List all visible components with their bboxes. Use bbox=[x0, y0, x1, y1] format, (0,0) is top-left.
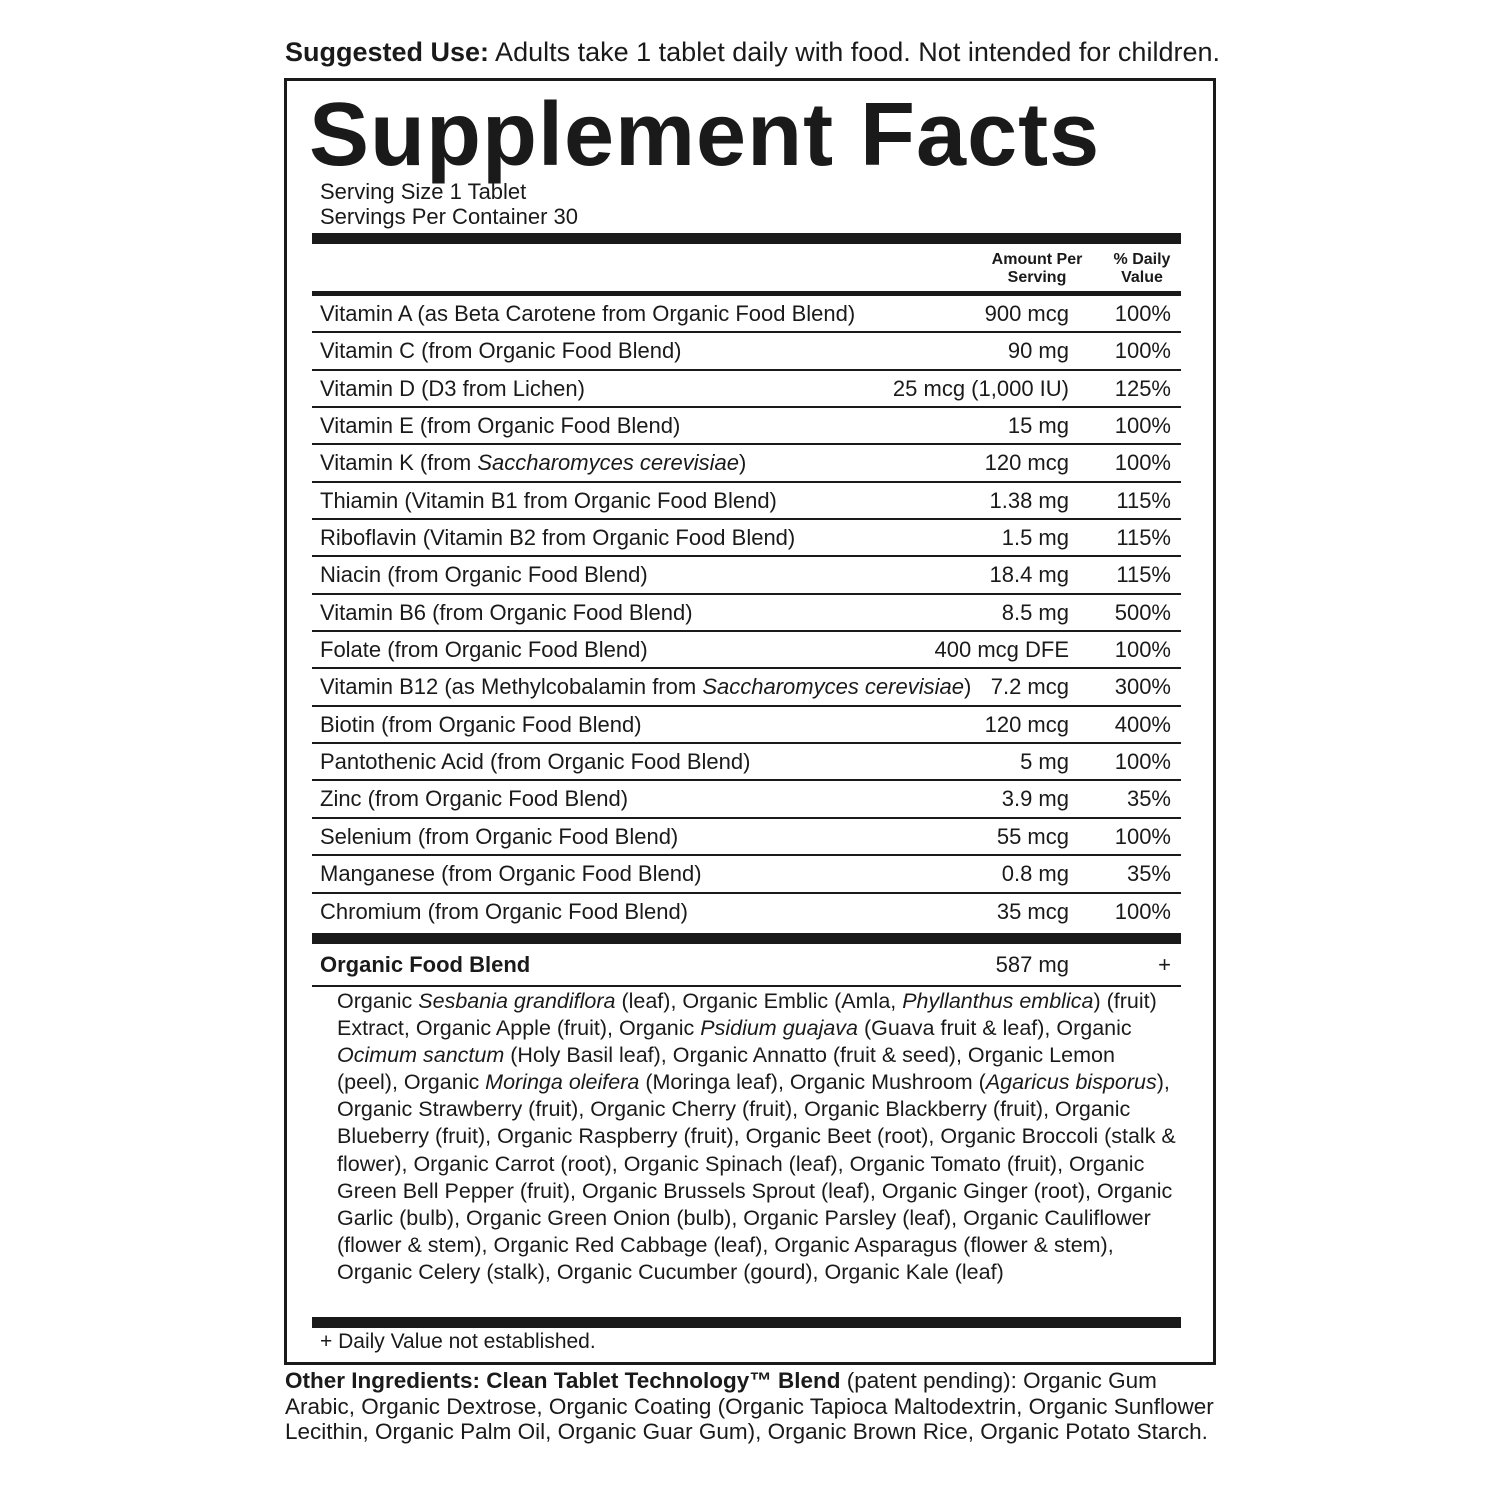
nutrient-amount: 120 mcg bbox=[984, 450, 1069, 476]
nutrient-daily-value: 100% bbox=[1114, 413, 1171, 439]
nutrient-amount: 35 mcg bbox=[996, 898, 1069, 924]
nutrient-daily-value: 100% bbox=[1114, 823, 1171, 849]
nutrient-daily-value: 100% bbox=[1114, 749, 1171, 775]
nutrient-name: Vitamin K (from Saccharomyces cerevisiae) bbox=[320, 450, 747, 476]
nutrient-daily-value: 400% bbox=[1114, 711, 1171, 737]
nutrient-amount: 1.38 mg bbox=[989, 487, 1069, 513]
nutrient-daily-value: 500% bbox=[1114, 599, 1171, 625]
nutrient-row bbox=[312, 371, 1181, 408]
nutrient-name: Vitamin E (from Organic Food Blend) bbox=[320, 413, 681, 439]
nutrient-row bbox=[312, 445, 1181, 482]
nutrient-amount: 15 mg bbox=[1007, 413, 1069, 439]
nutrient-name: Vitamin C (from Organic Food Blend) bbox=[320, 338, 682, 364]
column-header-daily-value: % Daily Value bbox=[1113, 251, 1171, 286]
blend-daily-value: + bbox=[1158, 952, 1171, 977]
nutrient-daily-value: 35% bbox=[1126, 861, 1171, 887]
nutrient-daily-value: 125% bbox=[1114, 375, 1171, 401]
nutrient-amount: 8.5 mg bbox=[1001, 599, 1069, 625]
nutrient-name: Pantothenic Acid (from Organic Food Blend) bbox=[320, 749, 751, 775]
other-ingredients-label: Other Ingredients: Clean Tablet Technology™ Blend bbox=[285, 1368, 841, 1393]
nutrient-row bbox=[312, 781, 1181, 818]
nutrient-row bbox=[312, 819, 1181, 856]
nutrient-name: Niacin (from Organic Food Blend) bbox=[320, 562, 648, 588]
nutrient-name: Biotin (from Organic Food Blend) bbox=[320, 711, 642, 737]
nutrient-amount: 400 mcg DFE bbox=[934, 637, 1069, 663]
blend-name: Organic Food Blend bbox=[320, 952, 531, 977]
nutrient-daily-value: 115% bbox=[1116, 487, 1171, 513]
nutrient-amount: 55 mcg bbox=[996, 823, 1069, 849]
scientific-name: Ocimum sanctum bbox=[337, 1043, 505, 1068]
scientific-name: Agaricus bisporus bbox=[985, 1070, 1157, 1095]
nutrient-table bbox=[312, 296, 1181, 931]
nutrient-row bbox=[312, 483, 1181, 520]
nutrient-amount: 5 mg bbox=[1020, 749, 1069, 775]
nutrient-daily-value: 115% bbox=[1116, 562, 1171, 588]
nutrient-row bbox=[312, 557, 1181, 594]
nutrient-row bbox=[312, 296, 1181, 333]
nutrient-name: Selenium (from Organic Food Blend) bbox=[320, 823, 679, 849]
nutrient-amount: 25 mcg (1,000 IU) bbox=[892, 375, 1069, 401]
nutrient-row bbox=[312, 632, 1181, 669]
scientific-name: Moringa oleifera bbox=[485, 1070, 640, 1095]
nutrient-name: Vitamin A (as Beta Carotene from Organic Food Blend) bbox=[320, 301, 856, 326]
nutrient-row bbox=[312, 744, 1181, 781]
nutrient-row bbox=[312, 520, 1181, 557]
nutrient-name: Vitamin D (D3 from Lichen) bbox=[320, 375, 585, 401]
nutrient-amount: 3.9 mg bbox=[1001, 786, 1069, 812]
nutrient-amount: 900 mcg bbox=[984, 301, 1069, 326]
nutrient-amount: 90 mg bbox=[1007, 338, 1069, 364]
nutrient-amount: 1.5 mg bbox=[1001, 525, 1069, 551]
other-ingredients-text: (patent pending): Organic Gum Arabic, Organic Dextrose, Organic Coating (Organic Tapioca Maltodextrin, Organic Sunflower Lecithin, Organic Palm Oil, Organic Guar Gum), Organic Brown Rice, Organic Potato Starch. bbox=[285, 1368, 1214, 1444]
nutrient-daily-value: 100% bbox=[1114, 301, 1171, 326]
nutrient-row bbox=[312, 333, 1181, 370]
serving-size: Serving Size 1 Tablet bbox=[320, 179, 527, 204]
blend-row bbox=[312, 945, 1181, 987]
nutrient-daily-value: 100% bbox=[1114, 898, 1171, 924]
scientific-name: Saccharomyces cerevisiae bbox=[702, 674, 964, 700]
scientific-name: Sesbania grandiflora bbox=[418, 989, 616, 1013]
divider-thick-blend bbox=[312, 933, 1181, 944]
nutrient-row bbox=[312, 595, 1181, 632]
nutrient-name: Manganese (from Organic Food Blend) bbox=[320, 861, 702, 887]
nutrient-name: Riboflavin (Vitamin B2 from Organic Food Blend) bbox=[320, 525, 796, 551]
nutrient-name: Vitamin B6 (from Organic Food Blend) bbox=[320, 599, 693, 625]
nutrient-name: Chromium (from Organic Food Blend) bbox=[320, 898, 689, 924]
other-ingredients bbox=[285, 1368, 1225, 1445]
nutrient-daily-value: 100% bbox=[1114, 338, 1171, 364]
nutrient-name: Folate (from Organic Food Blend) bbox=[320, 637, 648, 663]
nutrient-row bbox=[312, 669, 1181, 706]
column-header-amount: Amount Per Serving bbox=[991, 251, 1083, 286]
scientific-name: Saccharomyces cerevisiae bbox=[477, 450, 739, 476]
suggested-use-label: Suggested Use: bbox=[285, 37, 490, 67]
suggested-use bbox=[285, 32, 1225, 72]
nutrient-row bbox=[312, 408, 1181, 445]
nutrient-amount: 18.4 mg bbox=[989, 562, 1069, 588]
nutrient-daily-value: 35% bbox=[1126, 786, 1171, 812]
nutrient-amount: 7.2 mcg bbox=[990, 674, 1069, 700]
nutrient-row bbox=[312, 894, 1181, 931]
nutrient-amount: 120 mcg bbox=[984, 711, 1069, 737]
divider-thick-bottom bbox=[312, 1317, 1181, 1328]
nutrient-daily-value: 300% bbox=[1114, 674, 1171, 700]
divider-thick-top bbox=[312, 233, 1181, 244]
nutrient-amount: 0.8 mg bbox=[1001, 861, 1069, 887]
nutrient-daily-value: 115% bbox=[1116, 525, 1171, 551]
scientific-name: Phyllanthus emblica bbox=[902, 989, 1094, 1013]
serving-info bbox=[320, 179, 578, 229]
panel-title: Supplement Facts bbox=[309, 85, 1101, 185]
nutrient-name: Zinc (from Organic Food Blend) bbox=[320, 786, 629, 812]
nutrient-name: Thiamin (Vitamin B1 from Organic Food Blend) bbox=[320, 487, 777, 513]
nutrient-daily-value: 100% bbox=[1114, 450, 1171, 476]
nutrient-row bbox=[312, 856, 1181, 893]
nutrient-daily-value: 100% bbox=[1114, 637, 1171, 663]
scientific-name: Psidium guajava bbox=[700, 1016, 859, 1041]
supplement-facts-panel bbox=[284, 78, 1216, 1365]
blend-ingredients: Organic Sesbania grandiflora (leaf), Organic Emblic (Amla, Phyllanthus emblica) (fruit) Extract, Organic Apple (fruit), Organic Psidium guajava (Guava fruit & leaf), Organic Ocimum sanctum (Holy Basil leaf), Organic Annatto (fruit & seed), Organic Lemon (peel), Organic Moringa oleifera (Moringa leaf), Organic Mushroom (Agaricus bisporus), Organic Strawberry (fruit), Organic Cherry (fruit), Organic Blackberry (fruit), Organic Blueberry (fruit), Organic Raspberry (fruit), Organic Beet (root), Organic Broccoli (stalk & flower), Organic Carrot (root), Organic Spinach (leaf), Organic Tomato (fruit), Organic Green Bell Pepper (fruit), Organic Brussels Sprout (leaf), Organic Ginger (root), Organic Garlic (bulb), Organic Green Onion (bulb), Organic Parsley (leaf), Organic Cauliflower (flower & stem), Organic Red Cabbage (leaf), Organic Asparagus (flower & stem), Organic Celery (stalk), Organic Cucumber (gourd), Organic Kale (leaf) bbox=[337, 989, 1176, 1284]
blend-amount: 587 mg bbox=[995, 952, 1069, 977]
footnote: + Daily Value not established. bbox=[320, 1330, 596, 1353]
suggested-use-text: Adults take 1 tablet daily with food. Not intended for children. bbox=[489, 37, 1220, 67]
nutrient-name: Vitamin B12 (as Methylcobalamin from Saccharomyces cerevisiae) bbox=[320, 674, 972, 700]
nutrient-row bbox=[312, 707, 1181, 744]
servings-per-container: Servings Per Container 30 bbox=[320, 204, 579, 229]
